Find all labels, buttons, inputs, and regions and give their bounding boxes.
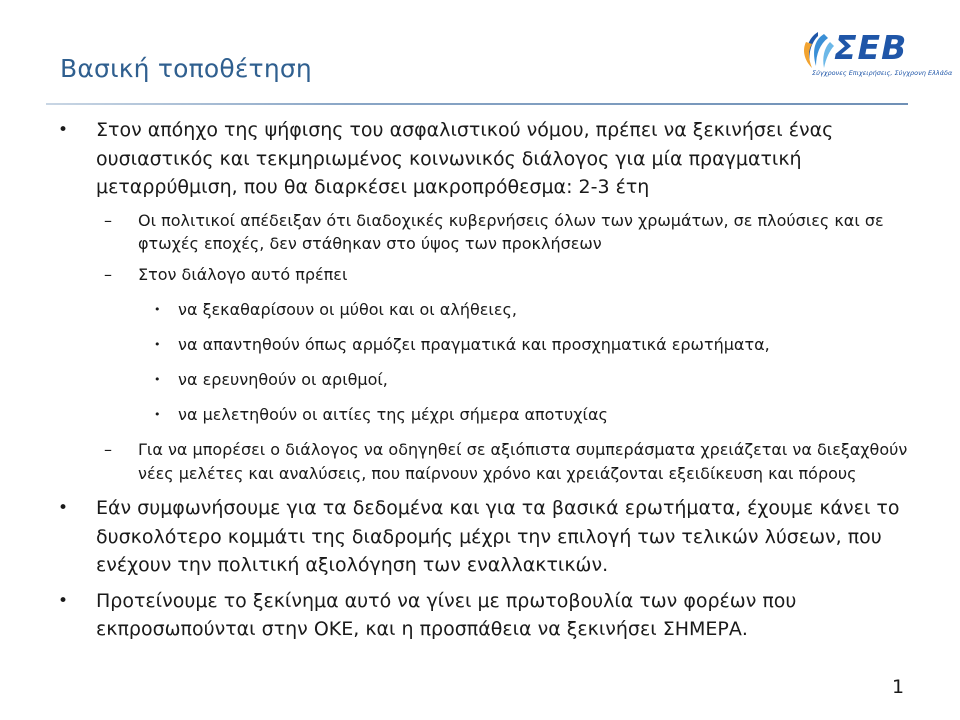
- bullet-text: Για να μπορέσει ο διάλογος να οδηγηθεί σε αξιόπιστα συμπεράσματα χρειάζεται να διεξαχθούν νέες μελέτες και αναλύσεις, που παίρνουν χρόνο και χρειάζονται εξειδίκευση και πόρους: [138, 440, 908, 483]
- bullet-marker: •: [58, 120, 69, 140]
- bullet-marker: •: [58, 498, 69, 518]
- page-number: 1: [892, 676, 905, 698]
- bullet-marker: •: [58, 590, 69, 611]
- logo-tagline: Σύγχρονες Επιχειρήσεις, Σύγχρονη Ελλάδα: [812, 69, 953, 77]
- bullet-text: Εάν συμφωνήσουμε για τα δεδομένα και για τα βασικά ερωτήματα, έχουμε κάνει το δυσκολότερο κομμάτι της διαδρομής μέχρι την επιλογή των τελικών λύσεων, που ενέχουν την πολιτική αξιολόγηση των εναλλακτικών.: [96, 497, 900, 576]
- bullet-marker: •: [154, 303, 161, 316]
- bullet-text: Στον απόηχο της ψήφισης του ασφαλιστικού νόμου, πρέπει να ξεκινήσει ένας ουσιαστικός και τεκμηριωμένος κοινωνικός διάλογος για μία πραγματική μεταρρύθμιση, που θα διαρκέσει μακροπρόθεσμα: 2-3 έτη: [96, 119, 834, 198]
- bullet-text: Οι πολιτικοί απέδειξαν ότι διαδοχικές κυβερνήσεις όλων των χρωμάτων, σε πλούσιες και σε φτωχές εποχές, δεν στάθηκαν στο ύψος των προκλήσεων: [138, 210, 884, 253]
- logo-wordmark: ΣΕΒ: [834, 28, 908, 67]
- list-item: [56, 587, 926, 644]
- list-item: [56, 403, 926, 426]
- flame-swirl-logo-icon: [798, 28, 838, 72]
- bullet-text: να ερευνηθούν οι αριθμοί,: [178, 370, 388, 389]
- slide-title: Βασική τοποθέτηση: [60, 54, 312, 83]
- bullet-marker: •: [154, 338, 161, 351]
- bullet-marker: •: [154, 408, 161, 421]
- list-item: [56, 263, 926, 287]
- bullet-list: [56, 116, 926, 651]
- list-item: [56, 494, 926, 580]
- list-item: [56, 209, 926, 256]
- dash-marker: –: [104, 440, 112, 459]
- bullet-text: να μελετηθούν οι αιτίες της μέχρι σήμερα αποτυχίας: [178, 405, 608, 424]
- title-divider: [46, 103, 908, 105]
- seb-logo: [798, 26, 953, 82]
- dash-marker: –: [104, 264, 112, 284]
- bullet-marker: •: [154, 373, 161, 386]
- bullet-text: Προτείνουμε το ξεκίνημα αυτό να γίνει με πρωτοβουλία των φορέων που εκπροσωπούνται στην ΟΚΕ, και η προσπάθεια να ξεκινήσει ΣΗΜΕΡΑ.: [96, 589, 797, 640]
- bullet-text: Στον διάλογο αυτό πρέπει: [138, 264, 348, 284]
- list-item: [56, 116, 926, 202]
- bullet-text: να απαντηθούν όπως αρμόζει πραγματικά και προσχηματικά ερωτήματα,: [178, 335, 770, 354]
- list-item: [56, 298, 926, 321]
- list-item: [56, 438, 926, 485]
- list-item: [56, 333, 926, 356]
- list-item: [56, 368, 926, 391]
- bullet-text: να ξεκαθαρίσουν οι μύθοι και οι αλήθειες,: [178, 300, 517, 319]
- dash-marker: –: [104, 210, 112, 230]
